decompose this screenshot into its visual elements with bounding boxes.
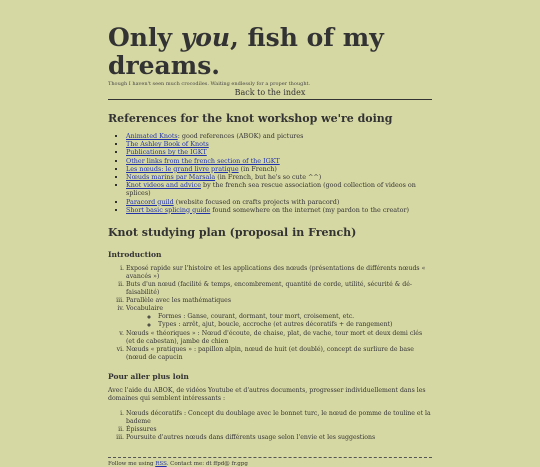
reference-note: (in French) (239, 165, 277, 173)
reference-link[interactable]: Animated Knots (126, 132, 178, 140)
title-part2: , fish of my dreams. (108, 23, 384, 80)
list-item: iii. Poursuite d'autres nœuds dans différents usage selon l'envie et les suggestions (126, 434, 432, 442)
list-item: ii. Épissures (126, 426, 432, 434)
list-item: vi. Nœuds « pratiques » : papillon alpin, nœud de huit (et doublé), concept de surliure de base (nœud de capucin (126, 346, 432, 362)
back-nav (108, 88, 432, 100)
reference-link[interactable]: Other links from the french section of the IGKT (126, 157, 280, 165)
vocab-label: Vocabulaire (126, 305, 163, 312)
rss-link[interactable]: RSS (155, 461, 166, 467)
list-item (126, 173, 432, 181)
list-item (126, 165, 432, 173)
list-item: v. Nœuds « théoriques » : Nœud d'écoute, de chaise, plat, de vache, tour mort et deux demi clés (et de cabestan), jambe de chien (126, 330, 432, 346)
reference-note: (in French, but he's so cute ^^) (215, 173, 321, 181)
reference-link[interactable]: The Ashley Book of Knots (126, 140, 209, 148)
plan-heading: Knot studying plan (proposal in French) (108, 226, 432, 240)
references-list (108, 132, 432, 214)
site-subtitle: Though I haven't seen much crocodiles. Waiting endlessly for a proper thought. (108, 81, 432, 87)
list-item: i. Exposé rapide sur l'histoire et les applications des nœuds (présentations de différents nœuds « avancés ») (126, 265, 432, 281)
intro-list (108, 265, 432, 362)
list-item: ii. Buts d'un nœud (facilité & temps, encombrement, quantité de corde, utilité, sécurité & dé-faisabilité) (126, 281, 432, 297)
page (108, 0, 432, 467)
reference-link[interactable]: Short basic splicing guide (126, 206, 210, 214)
reference-note: by the french sea rescue association (good collection of videos on splices) (126, 181, 416, 197)
reference-note: found somewhere on the internet (my pardon to the creator) (210, 206, 409, 214)
further-list (108, 410, 432, 442)
reference-link[interactable]: Paracord guild (126, 198, 174, 206)
reference-note: (website focused on crafts projects with paracord) (174, 198, 340, 206)
reference-link[interactable]: Publications by the IGKT (126, 148, 207, 156)
list-item (126, 181, 432, 197)
list-item (126, 132, 432, 140)
list-item (126, 198, 432, 206)
further-heading: Pour aller plus loin (108, 372, 432, 381)
title-emphasis: you (181, 23, 230, 52)
footer-text: Follow me using (108, 461, 155, 467)
title-part1: Only (108, 23, 181, 52)
vocab-sublist (126, 313, 432, 329)
site-title (108, 24, 432, 79)
reference-link[interactable]: Nœuds marins par Marsala (126, 173, 215, 181)
list-item (126, 140, 432, 148)
list-item (126, 206, 432, 214)
list-item: i. Nœuds décoratifs : Concept du doublage avec le bonnet turc, le nœud de pomme de touline et la bademe (126, 410, 432, 426)
back-to-index-link[interactable]: Back to the index (235, 88, 306, 97)
reference-link[interactable]: Les nœuds: le grand livre pratique (126, 165, 239, 173)
list-item (126, 148, 432, 156)
list-item (126, 157, 432, 165)
reference-note: : good references (ABOK) and pictures (178, 132, 304, 140)
footer-contact: . Contact me: dt ffpd@ fr.gpg (167, 461, 248, 467)
references-heading: References for the knot workshop we're doing (108, 112, 432, 126)
intro-heading: Introduction (108, 250, 432, 259)
list-item: ◦ Types : arrêt, ajut, boucle, accroche (et autres décoratifs + de rangement) (158, 321, 432, 329)
list-item: ◦ Formes : Ganse, courant, dormant, tour mort, croisement, etc. (158, 313, 432, 321)
list-item (126, 305, 432, 329)
footer (108, 457, 432, 467)
further-paragraph: Avec l'aide du ABOK, de vidéos Youtube et d'autres documents, progresser individuellement dans les domaines qui semblent intéressants : (108, 387, 432, 403)
list-item: iii. Parallèle avec les mathématiques (126, 297, 432, 305)
reference-link[interactable]: Knot videos and advice (126, 181, 201, 189)
